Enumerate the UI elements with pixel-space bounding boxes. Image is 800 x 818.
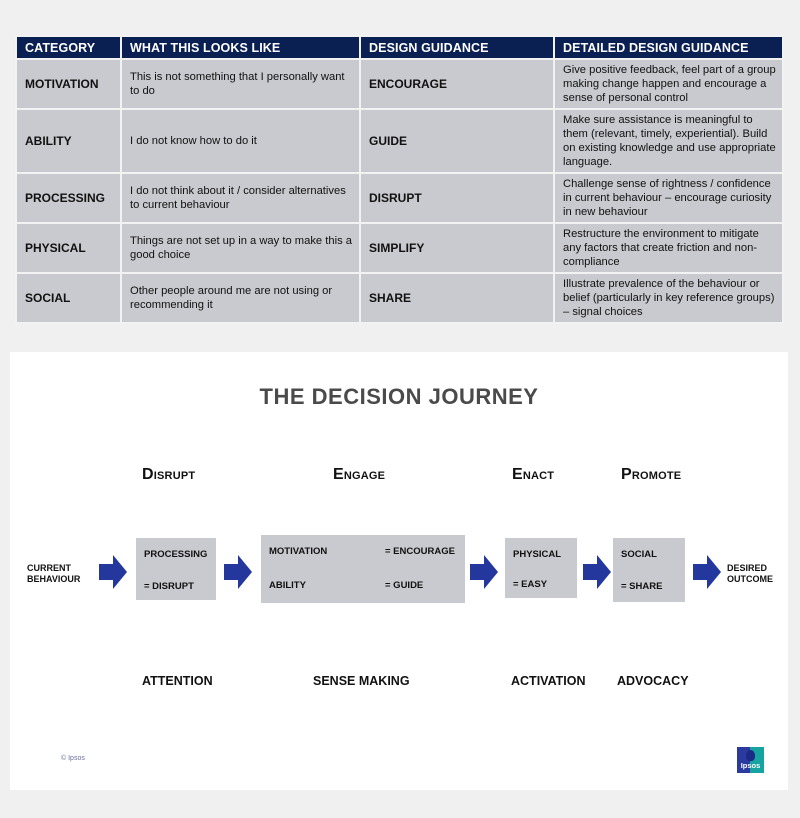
header-category: CATEGORY [16,36,121,59]
motivation-label: MOTIVATION [269,546,328,557]
arrow-right-icon [583,555,611,589]
arrow-right-icon [224,555,252,589]
guidance-cell: ENCOURAGE [360,59,554,109]
header-what-this-looks-like: WHAT THIS LOOKS LIKE [121,36,360,59]
desired-outcome-label [727,563,773,585]
category-cell: SOCIAL [16,273,121,323]
logo-text: Ipsos [740,761,761,770]
physical-value: = EASY [513,579,548,590]
table-header-row [16,36,783,59]
table-row [16,109,783,173]
desired-outcome-line1: DESIRED [727,563,768,573]
ipsos-logo [737,747,764,773]
outcome-attention: ATTENTION [142,674,213,688]
category-cell: PHYSICAL [16,223,121,273]
looks-like-cell: This is not something that I personally want to do [121,59,360,109]
guidance-cell: DISRUPT [360,173,554,223]
current-behaviour-line2: BEHAVIOUR [27,574,81,584]
detailed-guidance-cell: Restructure the environment to mitigate any factors that create friction and non-compliance [554,223,783,273]
current-behaviour-label [27,563,80,585]
looks-like-cell: Things are not set up in a way to make this a good choice [121,223,360,273]
table-row [16,273,783,323]
looks-like-cell: Other people around me are not using or recommending it [121,273,360,323]
physical-box [505,538,577,598]
stage-engage: Engage [333,466,386,483]
table-row [16,59,783,109]
detailed-guidance-cell: Challenge sense of rightness / confidence in current behaviour – encourage curiosity in new behaviour [554,173,783,223]
looks-like-cell: I do not know how to do it [121,109,360,173]
outcome-sense-making: SENSE MAKING [313,674,410,688]
header-design-guidance: DESIGN GUIDANCE [360,36,554,59]
motivation-value: = ENCOURAGE [385,546,455,557]
arrow-right-icon [99,555,127,589]
outcome-advocacy: ADVOCACY [617,674,689,688]
ability-label: ABILITY [269,580,306,591]
detailed-guidance-cell: Give positive feedback, feel part of a group making change happen and encourage a sense of personal control [554,59,783,109]
stage-promote: Promote [621,466,682,483]
decision-journey-slide [10,352,788,790]
category-cell: PROCESSING [16,173,121,223]
category-cell: ABILITY [16,109,121,173]
category-cell: MOTIVATION [16,59,121,109]
diagram-title: THE DECISION JOURNEY [259,384,539,409]
engage-box [261,535,465,603]
processing-box [136,538,216,600]
desired-outcome-line2: OUTCOME [727,574,773,584]
stage-enact: Enact [512,466,555,483]
detailed-guidance-cell: Illustrate prevalence of the behaviour or belief (particularly in key reference groups) – signal choices [554,273,783,323]
stage-disrupt: Disrupt [142,466,196,483]
current-behaviour-line1: CURRENT [27,563,71,573]
outcome-activation: ACTIVATION [511,674,586,688]
social-label: SOCIAL [621,549,657,560]
looks-like-cell: I do not think about it / consider alternatives to current behaviour [121,173,360,223]
guidance-cell: SHARE [360,273,554,323]
logo-head-icon [746,750,755,761]
ability-value: = GUIDE [385,580,424,591]
arrow-right-icon [470,555,498,589]
physical-label: PHYSICAL [513,549,562,560]
table-row [16,223,783,273]
social-box [613,538,685,602]
arrow-right-icon [693,555,721,589]
social-value: = SHARE [621,581,663,592]
copyright-text: © Ipsos [61,755,85,762]
header-detailed-design-guidance: DETAILED DESIGN GUIDANCE [554,36,783,59]
guidance-cell: GUIDE [360,109,554,173]
design-guidance-table [15,35,784,324]
processing-label: PROCESSING [144,549,208,560]
guidance-cell: SIMPLIFY [360,223,554,273]
processing-value: = DISRUPT [144,581,194,592]
detailed-guidance-cell: Make sure assistance is meaningful to them (relevant, timely, experiential). Build on existing knowledge and use appropriate language. [554,109,783,173]
table-row [16,173,783,223]
